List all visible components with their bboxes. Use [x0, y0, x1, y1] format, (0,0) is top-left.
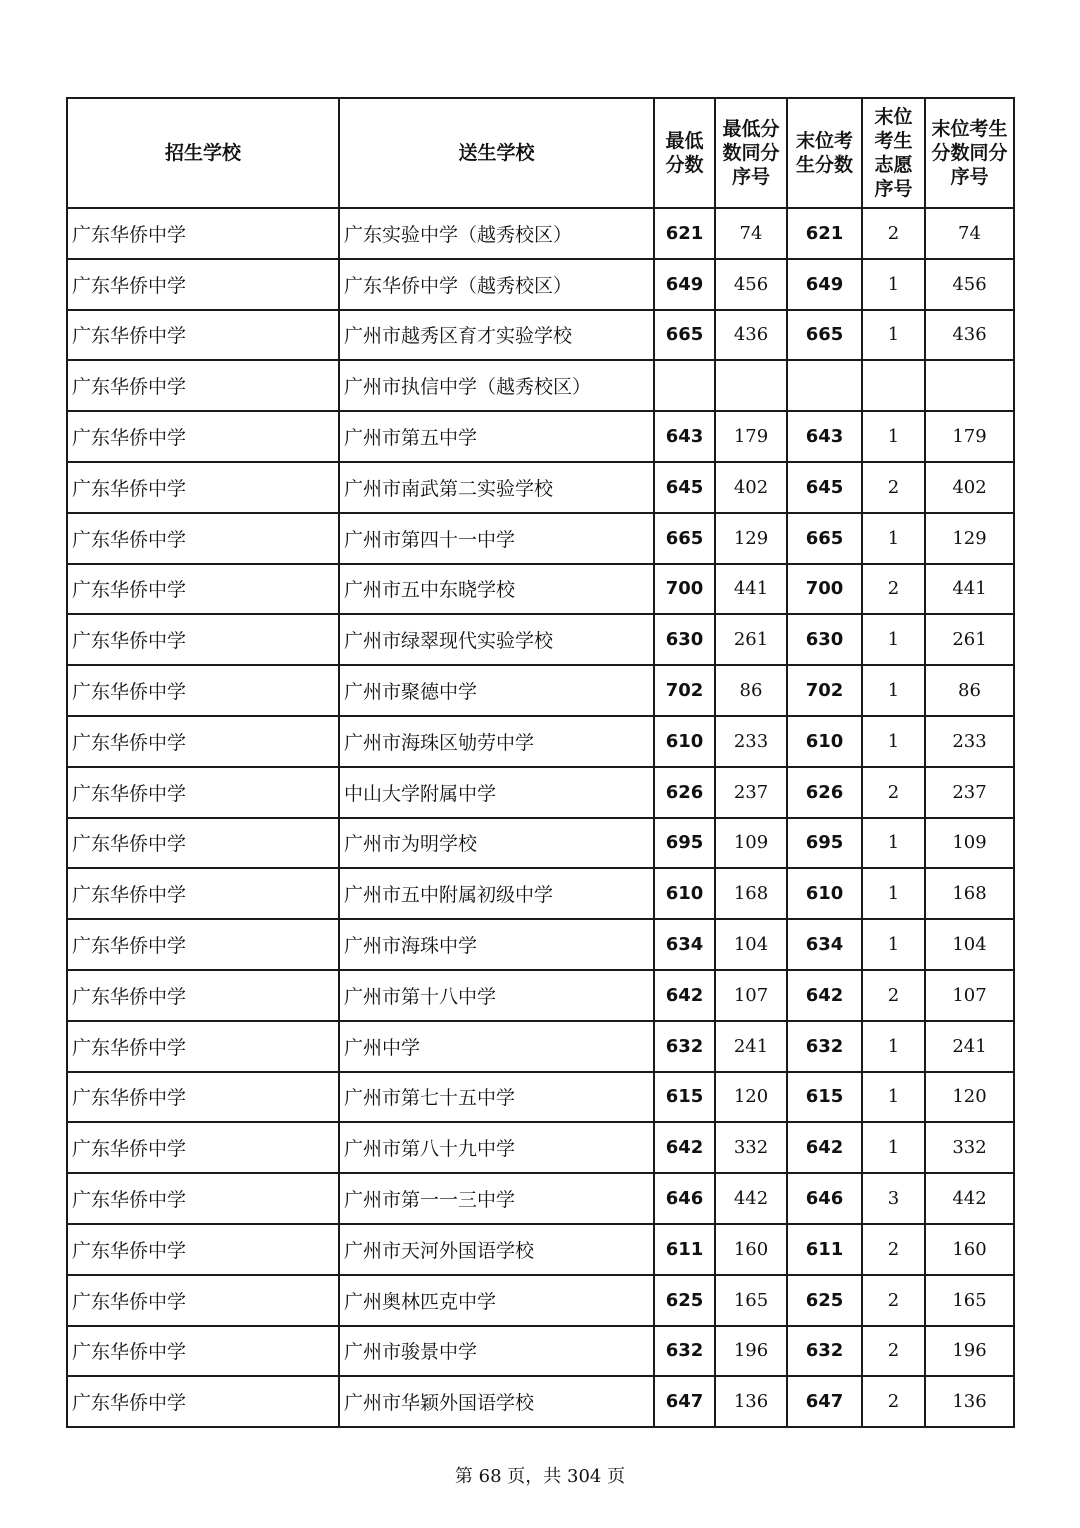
- cell-min-score: 610: [654, 868, 715, 919]
- table-row: [67, 919, 1014, 970]
- cell-min-score-rank: 109: [715, 818, 787, 869]
- cell-min-score-rank: 104: [715, 919, 787, 970]
- header-line: 生分数: [795, 154, 853, 176]
- cell-min-score: 642: [654, 1122, 715, 1173]
- table-row: [67, 259, 1014, 310]
- cell-last-score: 621: [787, 208, 862, 259]
- header-line: 最低: [665, 130, 704, 152]
- cell-min-score: 649: [654, 259, 715, 310]
- header-last-choice-order: [862, 98, 925, 208]
- cell-last-choice-order: 2: [862, 1376, 925, 1427]
- cell-admitting-school: 广东华侨中学: [67, 1224, 339, 1275]
- cell-last-score-rank: 109: [925, 818, 1014, 869]
- cell-min-score-rank: 129: [715, 513, 787, 564]
- header-line: 末位考: [795, 130, 853, 152]
- header-min-score: [654, 98, 715, 208]
- cell-admitting-school: 广东华侨中学: [67, 1326, 339, 1377]
- cell-last-score: 702: [787, 665, 862, 716]
- cell-last-score: 626: [787, 767, 862, 818]
- cell-last-choice-order: 1: [862, 614, 925, 665]
- header-last-score-rank: [925, 98, 1014, 208]
- cell-min-score-rank: 168: [715, 868, 787, 919]
- cell-last-score-rank: 179: [925, 411, 1014, 462]
- table-row: [67, 1275, 1014, 1326]
- cell-last-score-rank: 233: [925, 716, 1014, 767]
- cell-min-score: 634: [654, 919, 715, 970]
- cell-last-score: 625: [787, 1275, 862, 1326]
- cell-min-score-rank: 456: [715, 259, 787, 310]
- table-row: [67, 1376, 1014, 1427]
- cell-last-score-rank: 86: [925, 665, 1014, 716]
- cell-min-score-rank: 74: [715, 208, 787, 259]
- cell-min-score: 632: [654, 1021, 715, 1072]
- cell-last-choice-order: 2: [862, 767, 925, 818]
- cell-admitting-school: 广东华侨中学: [67, 1376, 339, 1427]
- header-min-score-rank: [715, 98, 787, 208]
- cell-sending-school: 广州市第一一三中学: [339, 1173, 654, 1224]
- cell-sending-school: 广州市越秀区育才实验学校: [339, 310, 654, 361]
- cell-last-score: 665: [787, 513, 862, 564]
- cell-min-score-rank: 165: [715, 1275, 787, 1326]
- header-line: 招生学校: [164, 142, 241, 164]
- table-body: [67, 208, 1014, 1427]
- header-line: 序号: [731, 166, 770, 188]
- cell-last-score: 647: [787, 1376, 862, 1427]
- cell-min-score-rank: 261: [715, 614, 787, 665]
- cell-last-score-rank: 104: [925, 919, 1014, 970]
- cell-last-score-rank: 160: [925, 1224, 1014, 1275]
- table-row: [67, 970, 1014, 1021]
- cell-last-score-rank: 332: [925, 1122, 1014, 1173]
- cell-last-choice-order: 1: [862, 259, 925, 310]
- cell-last-score: 634: [787, 919, 862, 970]
- table-row: [67, 1173, 1014, 1224]
- header-line: 数同分: [722, 142, 780, 164]
- header-line: 分数: [665, 154, 704, 176]
- cell-min-score: 700: [654, 564, 715, 615]
- cell-last-score-rank: 196: [925, 1326, 1014, 1377]
- cell-min-score-rank: 237: [715, 767, 787, 818]
- cell-admitting-school: 广东华侨中学: [67, 919, 339, 970]
- table-row: [67, 614, 1014, 665]
- cell-min-score: 643: [654, 411, 715, 462]
- table-row: [67, 513, 1014, 564]
- cell-last-score-rank: 402: [925, 462, 1014, 513]
- cell-last-score: 610: [787, 868, 862, 919]
- cell-sending-school: 广东实验中学（越秀校区）: [339, 208, 654, 259]
- cell-last-choice-order: 1: [862, 1122, 925, 1173]
- cell-sending-school: 广州市聚德中学: [339, 665, 654, 716]
- admission-table-container: [66, 97, 1013, 1428]
- cell-last-score-rank: 74: [925, 208, 1014, 259]
- cell-admitting-school: 广东华侨中学: [67, 716, 339, 767]
- table-row: [67, 868, 1014, 919]
- cell-last-score: [787, 360, 862, 411]
- cell-last-choice-order: 2: [862, 462, 925, 513]
- cell-last-score-rank: 261: [925, 614, 1014, 665]
- cell-last-score-rank: 441: [925, 564, 1014, 615]
- cell-last-score: 665: [787, 310, 862, 361]
- cell-min-score-rank: 441: [715, 564, 787, 615]
- cell-min-score-rank: 160: [715, 1224, 787, 1275]
- cell-admitting-school: 广东华侨中学: [67, 767, 339, 818]
- cell-last-choice-order: 1: [862, 716, 925, 767]
- cell-min-score-rank: 107: [715, 970, 787, 1021]
- cell-admitting-school: 广东华侨中学: [67, 360, 339, 411]
- cell-min-score: 647: [654, 1376, 715, 1427]
- cell-last-score-rank: 136: [925, 1376, 1014, 1427]
- cell-last-score: 649: [787, 259, 862, 310]
- cell-min-score-rank: 196: [715, 1326, 787, 1377]
- cell-min-score: 695: [654, 818, 715, 869]
- header-line: 分数同分: [931, 142, 1008, 164]
- cell-sending-school: 广州市第八十九中学: [339, 1122, 654, 1173]
- cell-admitting-school: 广东华侨中学: [67, 665, 339, 716]
- cell-admitting-school: 广东华侨中学: [67, 208, 339, 259]
- cell-sending-school: 广州市第四十一中学: [339, 513, 654, 564]
- cell-admitting-school: 广东华侨中学: [67, 970, 339, 1021]
- cell-min-score-rank: 241: [715, 1021, 787, 1072]
- cell-sending-school: 广州奥林匹克中学: [339, 1275, 654, 1326]
- cell-sending-school: 广州市天河外国语学校: [339, 1224, 654, 1275]
- cell-last-choice-order: 1: [862, 665, 925, 716]
- cell-sending-school: 广州市执信中学（越秀校区）: [339, 360, 654, 411]
- cell-last-score: 632: [787, 1326, 862, 1377]
- table-row: [67, 767, 1014, 818]
- cell-admitting-school: 广东华侨中学: [67, 1275, 339, 1326]
- cell-last-score: 642: [787, 970, 862, 1021]
- table-row: [67, 818, 1014, 869]
- cell-min-score: 642: [654, 970, 715, 1021]
- cell-last-score-rank: [925, 360, 1014, 411]
- cell-min-score: [654, 360, 715, 411]
- header-line: 序号: [950, 166, 989, 188]
- cell-admitting-school: 广东华侨中学: [67, 411, 339, 462]
- cell-last-choice-order: [862, 360, 925, 411]
- table-row: [67, 716, 1014, 767]
- cell-min-score-rank: 179: [715, 411, 787, 462]
- cell-min-score: 625: [654, 1275, 715, 1326]
- cell-min-score-rank: [715, 360, 787, 411]
- cell-sending-school: 广州市为明学校: [339, 818, 654, 869]
- cell-sending-school: 广州市第五中学: [339, 411, 654, 462]
- cell-admitting-school: 广东华侨中学: [67, 259, 339, 310]
- cell-last-score-rank: 120: [925, 1072, 1014, 1123]
- cell-min-score-rank: 332: [715, 1122, 787, 1173]
- cell-min-score: 615: [654, 1072, 715, 1123]
- cell-sending-school: 广州市华颖外国语学校: [339, 1376, 654, 1427]
- table-row: [67, 411, 1014, 462]
- header-sending-school: [339, 98, 654, 208]
- header-line: 末位考生: [931, 118, 1008, 140]
- table-row: [67, 208, 1014, 259]
- cell-last-score: 642: [787, 1122, 862, 1173]
- cell-min-score: 630: [654, 614, 715, 665]
- header-line: 送生学校: [458, 142, 535, 164]
- header-last-score: [787, 98, 862, 208]
- cell-sending-school: 广州市第十八中学: [339, 970, 654, 1021]
- header-line: 志愿: [874, 154, 913, 176]
- cell-last-choice-order: 1: [862, 1072, 925, 1123]
- cell-sending-school: 广州市绿翠现代实验学校: [339, 614, 654, 665]
- header-admitting-school: [67, 98, 339, 208]
- page-number: 第 68 页，共 304 页: [454, 1466, 626, 1487]
- cell-min-score-rank: 436: [715, 310, 787, 361]
- cell-min-score: 646: [654, 1173, 715, 1224]
- cell-last-choice-order: 1: [862, 868, 925, 919]
- table-row: [67, 1224, 1014, 1275]
- cell-last-choice-order: 1: [862, 513, 925, 564]
- cell-last-score: 700: [787, 564, 862, 615]
- cell-last-score: 615: [787, 1072, 862, 1123]
- cell-sending-school: 中山大学附属中学: [339, 767, 654, 818]
- cell-min-score-rank: 136: [715, 1376, 787, 1427]
- cell-min-score: 621: [654, 208, 715, 259]
- header-line: 序号: [874, 178, 913, 200]
- cell-last-score-rank: 436: [925, 310, 1014, 361]
- cell-admitting-school: 广东华侨中学: [67, 1173, 339, 1224]
- cell-admitting-school: 广东华侨中学: [67, 564, 339, 615]
- table-row: [67, 360, 1014, 411]
- admission-table: [66, 97, 1015, 1428]
- cell-min-score-rank: 120: [715, 1072, 787, 1123]
- cell-min-score: 665: [654, 310, 715, 361]
- table-row: [67, 1326, 1014, 1377]
- cell-last-score: 645: [787, 462, 862, 513]
- table-row: [67, 1072, 1014, 1123]
- cell-admitting-school: 广东华侨中学: [67, 868, 339, 919]
- cell-last-score-rank: 237: [925, 767, 1014, 818]
- cell-last-choice-order: 3: [862, 1173, 925, 1224]
- cell-min-score: 665: [654, 513, 715, 564]
- cell-min-score-rank: 402: [715, 462, 787, 513]
- cell-last-score: 632: [787, 1021, 862, 1072]
- cell-min-score: 702: [654, 665, 715, 716]
- cell-last-choice-order: 1: [862, 411, 925, 462]
- cell-min-score: 626: [654, 767, 715, 818]
- cell-min-score: 632: [654, 1326, 715, 1377]
- header-line: 末位: [874, 106, 913, 128]
- cell-min-score-rank: 233: [715, 716, 787, 767]
- cell-admitting-school: 广东华侨中学: [67, 1072, 339, 1123]
- cell-last-score: 611: [787, 1224, 862, 1275]
- cell-admitting-school: 广东华侨中学: [67, 1021, 339, 1072]
- cell-last-choice-order: 2: [862, 1326, 925, 1377]
- cell-last-choice-order: 2: [862, 564, 925, 615]
- cell-sending-school: 广州市南武第二实验学校: [339, 462, 654, 513]
- cell-sending-school: 广州市海珠中学: [339, 919, 654, 970]
- table-row: [67, 310, 1014, 361]
- cell-last-score: 643: [787, 411, 862, 462]
- cell-sending-school: 广州市第七十五中学: [339, 1072, 654, 1123]
- cell-last-score-rank: 129: [925, 513, 1014, 564]
- table-row: [67, 462, 1014, 513]
- cell-last-choice-order: 2: [862, 1224, 925, 1275]
- cell-sending-school: 广州中学: [339, 1021, 654, 1072]
- table-row: [67, 665, 1014, 716]
- cell-last-choice-order: 1: [862, 919, 925, 970]
- cell-sending-school: 广州市海珠区劬劳中学: [339, 716, 654, 767]
- cell-last-score: 646: [787, 1173, 862, 1224]
- cell-last-choice-order: 1: [862, 1021, 925, 1072]
- cell-admitting-school: 广东华侨中学: [67, 1122, 339, 1173]
- cell-admitting-school: 广东华侨中学: [67, 818, 339, 869]
- table-header-row: [67, 98, 1014, 208]
- cell-last-score: 610: [787, 716, 862, 767]
- cell-sending-school: 广州市五中附属初级中学: [339, 868, 654, 919]
- cell-sending-school: 广东华侨中学（越秀校区）: [339, 259, 654, 310]
- cell-sending-school: 广州市骏景中学: [339, 1326, 654, 1377]
- table-row: [67, 564, 1014, 615]
- cell-last-choice-order: 2: [862, 208, 925, 259]
- header-line: 最低分: [722, 118, 780, 140]
- cell-last-choice-order: 2: [862, 970, 925, 1021]
- cell-last-score-rank: 165: [925, 1275, 1014, 1326]
- cell-last-score-rank: 456: [925, 259, 1014, 310]
- cell-min-score: 610: [654, 716, 715, 767]
- cell-sending-school: 广州市五中东晓学校: [339, 564, 654, 615]
- cell-last-score: 695: [787, 818, 862, 869]
- header-line: 考生: [874, 130, 913, 152]
- cell-last-choice-order: 1: [862, 818, 925, 869]
- cell-admitting-school: 广东华侨中学: [67, 513, 339, 564]
- cell-min-score: 611: [654, 1224, 715, 1275]
- cell-admitting-school: 广东华侨中学: [67, 310, 339, 361]
- cell-last-score-rank: 442: [925, 1173, 1014, 1224]
- cell-last-score-rank: 107: [925, 970, 1014, 1021]
- cell-admitting-school: 广东华侨中学: [67, 462, 339, 513]
- cell-last-score: 630: [787, 614, 862, 665]
- cell-min-score-rank: 86: [715, 665, 787, 716]
- table-row: [67, 1122, 1014, 1173]
- cell-min-score: 645: [654, 462, 715, 513]
- cell-last-score-rank: 168: [925, 868, 1014, 919]
- cell-last-score-rank: 241: [925, 1021, 1014, 1072]
- cell-last-choice-order: 2: [862, 1275, 925, 1326]
- cell-last-choice-order: 1: [862, 310, 925, 361]
- cell-min-score-rank: 442: [715, 1173, 787, 1224]
- table-row: [67, 1021, 1014, 1072]
- cell-admitting-school: 广东华侨中学: [67, 614, 339, 665]
